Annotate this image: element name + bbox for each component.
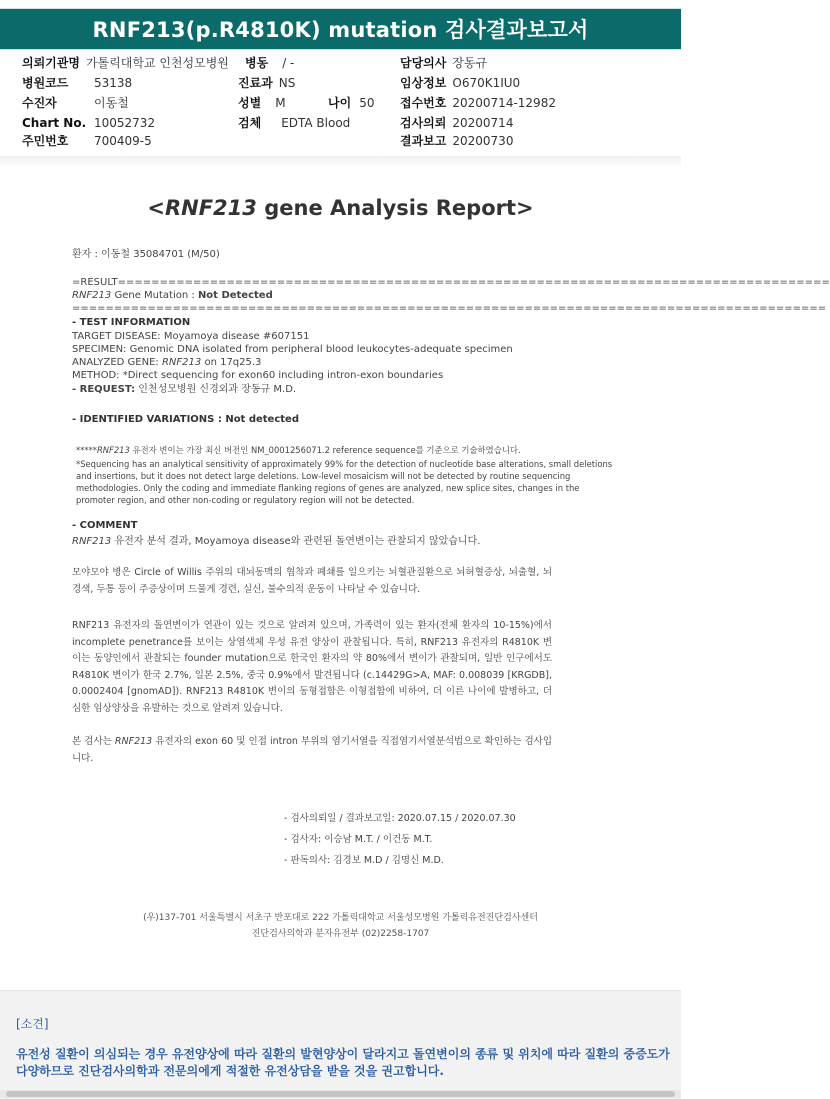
header-divider: [0, 156, 681, 168]
opinion-panel: [0, 990, 681, 1099]
department-field: 진료과 NS: [238, 76, 296, 90]
horizontal-scrollbar[interactable]: [0, 1090, 681, 1098]
report-date-field: 결과보고 20200730: [400, 134, 514, 148]
resident-id-field: 주민번호 700409-5: [22, 134, 152, 148]
rnf213-description: RNF213 유전자의 돌연변이가 연관이 있는 것으로 알려져 있으며, 가족력이 있는 환자(전체 환자의 10-15%)에서 incomplete penetrance를 보이는 상염색체 우성 유전 양상이 관찰됩니다. 특히, RNF213 유전자의 R4810K 변이는 동양인에서 관찰되는 founder mutation으로 한국인 환자의 약 80%에서 변이가 관찰되며, 일반 인구에서도 R4810K 변이가 한국 2.7%, 일본 2.5%, 중국 0.9%에서 발견됩니다 (c.14429G>A, MAF: 0.008039 [KRGDB], 0.0002404 [gnomAD]). RNF213 R4810K 변이의 동형접합은 이형접합에 비하여, 더 이른 나이에 발병하고, 더 심한 임상양상을 유발하는 것으로 알려져 있습니다.: [72, 620, 552, 714]
testers: - 검사자: 이승남 M.T. / 이건동 M.T.: [284, 834, 433, 845]
report-title: RNF213(p.R4810K) mutation 검사결과보고서: [92, 18, 589, 42]
receipt-number-field: 접수번호 20200714-12982: [400, 96, 556, 110]
method-line: METHOD: *Direct sequencing for exon60 including intron-exon boundaries: [72, 370, 444, 381]
patient-line: 환자 : 이동철 35084701 (M/50): [72, 249, 220, 260]
test-description: 본 검사는 RNF213 유전자의 exon 60 및 인접 intron 부위의 염기서열을 직접염기서열분석법으로 확인하는 검사입니다.: [72, 736, 553, 764]
doctor-field: 담당의사 장동규: [400, 56, 488, 70]
ward-field: 병동 / -: [245, 56, 295, 70]
result-divider-bottom: ==========================================================================================: [72, 303, 827, 314]
moyamoya-description: 모야모야 병은 Circle of Willis 주위의 대뇌동맥의 협착과 폐쇄를 일으키는 뇌혈관질환으로 뇌허혈증상, 뇌출혈, 뇌경색, 두통 등이 주증상이며 드물게 경련, 실신, 불수의적 운동이 나타날 수 있습니다.: [72, 567, 552, 595]
signatures: [284, 808, 516, 871]
reading-doctors: - 판독의사: 김경보 M.D / 김명신 M.D.: [284, 855, 444, 866]
chart-number-field: Chart No. 10052732: [22, 116, 156, 130]
comment-heading: - COMMENT: [72, 520, 138, 531]
target-disease: TARGET DISEASE: Moyamoya disease #607151: [72, 331, 310, 342]
opinion-heading: [소견]: [16, 1017, 49, 1031]
sex-field: 성별 M: [238, 96, 286, 110]
hospital-field: 의뢰기관명 가톨릭대학교 인천성모병원: [22, 56, 229, 70]
center-address: (우)137-701 서울특별시 서초구 반포대로 222 가톨릭대학교 서울성모병원 가톨릭유전진단검사센터 진단검사의학과 분자유전부 (02)2258-1707: [143, 913, 538, 939]
reference-note: *****RNF213 유전자 변이는 가장 최신 버전인 NM_0001256071.2 reference sequence를 기준으로 기술하였습니다.: [76, 445, 521, 455]
analyzed-gene-line: ANALYZED GENE: RNF213 on 17q25.3: [72, 357, 262, 368]
scrollbar-thumb[interactable]: [6, 1091, 675, 1097]
test-info-heading: - TEST INFORMATION: [72, 317, 191, 328]
patient-field: 수진자 이동철: [22, 96, 129, 110]
opinion-text: 유전성 질환이 의심되는 경우 유전양상에 따라 질환의 발현양상이 달라지고 돌연변이의 종류 및 위치에 따라 질환의 중증도가 다양하므로 진단검사의학과 전문의에게 적절한 유전상담을 받을 것을 권고합니다.: [16, 1047, 670, 1078]
hospital-code-field: 병원코드 53138: [22, 76, 133, 90]
age-field: 나이 50: [328, 96, 375, 110]
comment-line: RNF213 유전자 분석 결과, Moyamoya disease와 관련된 돌연변이는 관찰되지 않았습니다.: [72, 536, 481, 547]
clinical-info-field: 임상정보 O670K1IU0: [400, 76, 521, 90]
mutation-result: Not Detected: [197, 290, 273, 301]
request-date-field: 검사의뢰 20200714: [400, 116, 514, 130]
sensitivity-note: *Sequencing has an analytical sensitivity of approximately 99% for the detection of nucleotide base alterations, small deletions and insertions, but it does not detect large deletions. Low-level mosaicism will not be detected by routine sequencing methodologies. Only the coding and immediate flanking regions of genes are analyzed, new splice sites, changes in the promoter region, and other non-coding or regulatory region will not be detected.: [76, 459, 613, 505]
result-divider: =RESULT=====================================================================================: [72, 277, 830, 288]
specimen-field: 검체 EDTA Blood: [238, 116, 351, 130]
gene-mutation-line: RNF213 Gene Mutation : Not Detected: [72, 290, 273, 301]
report-dates: - 검사의뢰일 / 결과보고일: 2020.07.15 / 2020.07.30: [284, 813, 516, 824]
report-title-bar: [0, 8, 681, 50]
analysis-report-title: <RNF213 gene Analysis Report>: [147, 196, 534, 220]
request-line: - REQUEST: 인천성모병원 신경외과 장동규 M.D.: [72, 384, 297, 395]
identified-variations-heading: - IDENTIFIED VARIATIONS : Not detected: [72, 414, 299, 425]
specimen-line: SPECIMEN: Genomic DNA isolated from peripheral blood leukocytes-adequate specimen: [72, 344, 513, 355]
